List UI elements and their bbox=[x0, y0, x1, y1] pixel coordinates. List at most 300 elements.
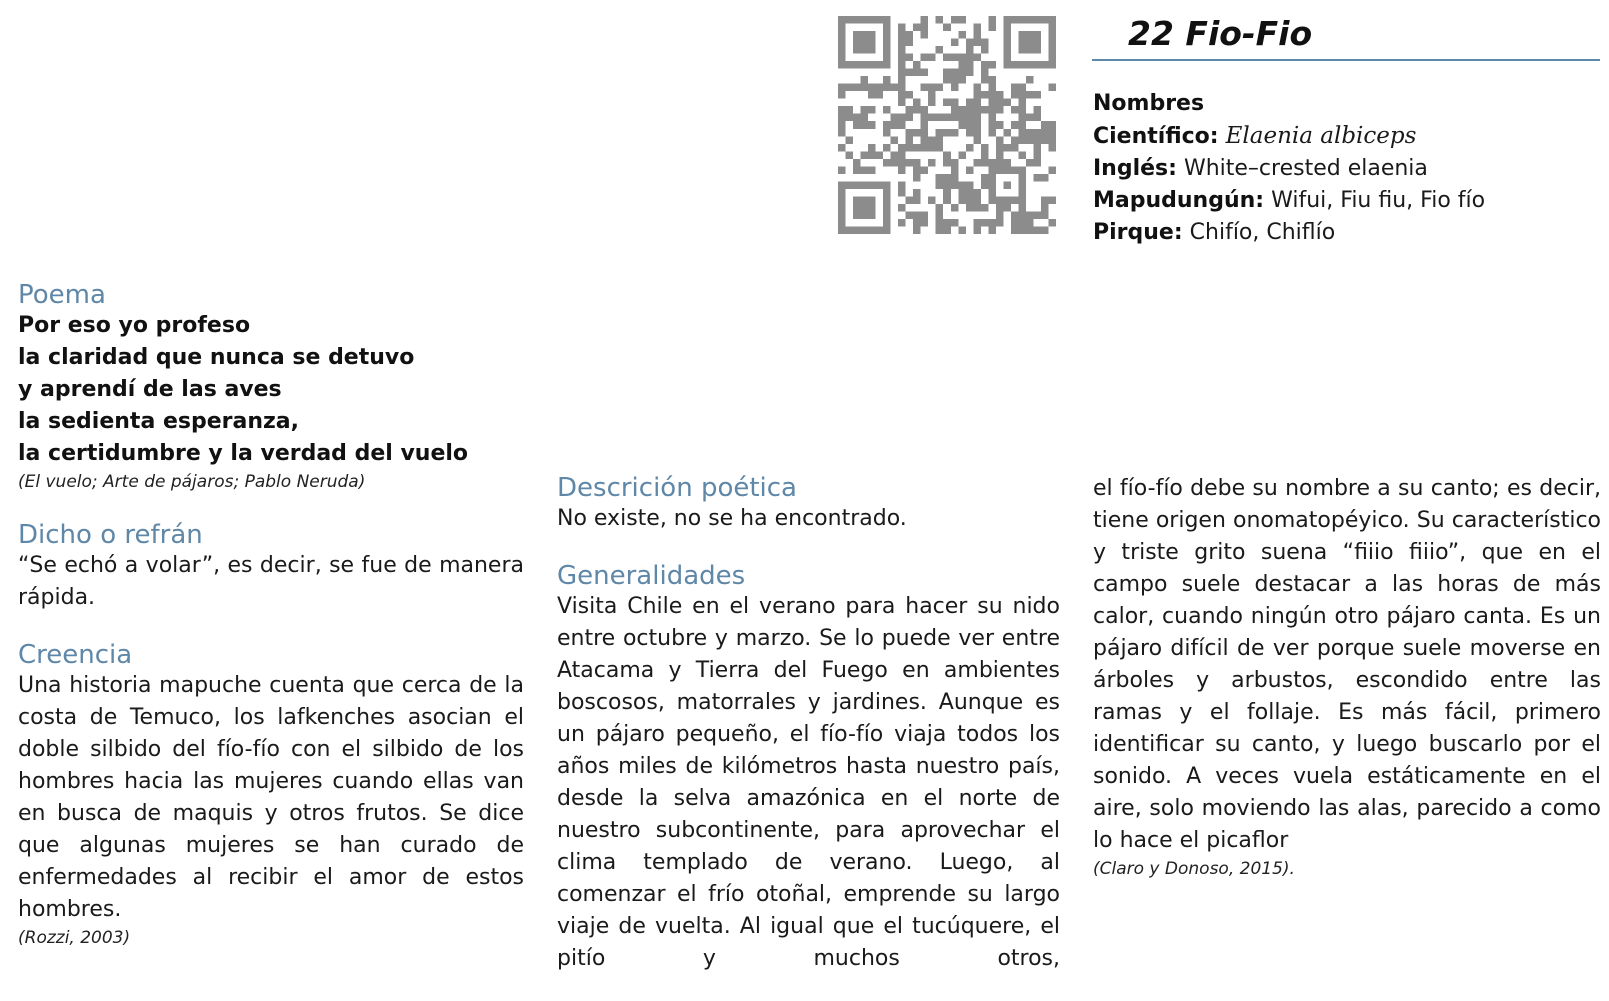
qr-module bbox=[853, 204, 861, 212]
qr-module bbox=[928, 159, 936, 167]
qr-module bbox=[891, 151, 899, 159]
qr-module bbox=[958, 69, 966, 77]
qr-module bbox=[853, 121, 861, 129]
qr-module bbox=[876, 16, 884, 24]
qr-module bbox=[966, 46, 974, 54]
qr-module bbox=[988, 61, 996, 69]
qr-module bbox=[951, 114, 959, 122]
qr-module bbox=[898, 189, 906, 197]
qr-module bbox=[868, 211, 876, 219]
qr-module bbox=[891, 121, 899, 129]
qr-module bbox=[951, 84, 959, 92]
qr-module bbox=[868, 151, 876, 159]
qr-module bbox=[1033, 46, 1041, 54]
qr-module bbox=[981, 181, 989, 189]
belief-heading: Creencia bbox=[18, 640, 133, 670]
qr-module bbox=[883, 121, 891, 129]
qr-module bbox=[973, 204, 981, 212]
qr-module bbox=[838, 61, 846, 69]
qr-module bbox=[906, 114, 914, 122]
qr-module bbox=[838, 84, 846, 92]
qr-module bbox=[1026, 46, 1034, 54]
poem-heading: Poema bbox=[18, 280, 106, 310]
qr-module bbox=[913, 196, 921, 204]
qr-module bbox=[1003, 204, 1011, 212]
qr-module bbox=[936, 144, 944, 152]
qr-module bbox=[1026, 39, 1034, 47]
qr-module bbox=[981, 69, 989, 77]
saying-text: “Se echó a volar”, es decir, se fue de manera rápida. bbox=[18, 553, 524, 610]
qr-module bbox=[883, 219, 891, 227]
qr-module bbox=[958, 31, 966, 39]
qr-module bbox=[861, 166, 869, 174]
qr-module bbox=[883, 24, 891, 32]
qr-module bbox=[1033, 91, 1041, 99]
qr-module bbox=[876, 226, 884, 234]
qr-module bbox=[973, 106, 981, 114]
qr-module bbox=[1048, 144, 1056, 152]
qr-module bbox=[1048, 24, 1056, 32]
qr-module bbox=[988, 166, 996, 174]
belief-section bbox=[18, 640, 524, 950]
qr-module bbox=[1048, 84, 1056, 92]
qr-module bbox=[943, 99, 951, 107]
qr-module bbox=[1041, 174, 1049, 182]
qr-module bbox=[1018, 219, 1026, 227]
qr-module bbox=[958, 121, 966, 129]
qr-module bbox=[921, 166, 929, 174]
qr-module bbox=[936, 181, 944, 189]
qr-module bbox=[883, 204, 891, 212]
qr-module bbox=[958, 114, 966, 122]
qr-module bbox=[943, 189, 951, 197]
qr-module bbox=[868, 16, 876, 24]
qr-module bbox=[838, 166, 846, 174]
qr-module bbox=[996, 166, 1004, 174]
qr-module bbox=[838, 91, 846, 99]
qr-module bbox=[1026, 159, 1034, 167]
column-middle bbox=[557, 473, 1060, 1001]
qr-module bbox=[906, 136, 914, 144]
qr-module bbox=[1048, 136, 1056, 144]
qr-module bbox=[1011, 211, 1019, 219]
qr-module bbox=[1003, 54, 1011, 62]
qr-module bbox=[846, 61, 854, 69]
qr-module bbox=[981, 204, 989, 212]
species-title: 22 Fio-Fio bbox=[1128, 14, 1313, 53]
qr-module bbox=[928, 136, 936, 144]
qr-module bbox=[996, 151, 1004, 159]
qr-module bbox=[846, 114, 854, 122]
qr-module bbox=[898, 91, 906, 99]
qr-module bbox=[1011, 219, 1019, 227]
poem-line: y aprendí de las aves bbox=[18, 377, 282, 402]
qr-module bbox=[883, 46, 891, 54]
poem-line: la claridad que nunca se detuvo bbox=[18, 345, 415, 370]
qr-module bbox=[966, 189, 974, 197]
qr-module bbox=[883, 16, 891, 24]
qr-module bbox=[966, 69, 974, 77]
qr-module bbox=[921, 69, 929, 77]
qr-module bbox=[1018, 39, 1026, 47]
qr-module bbox=[1041, 136, 1049, 144]
qr-module bbox=[1048, 39, 1056, 47]
qr-module bbox=[966, 166, 974, 174]
qr-module bbox=[898, 159, 906, 167]
qr-module bbox=[906, 54, 914, 62]
qr-module bbox=[973, 219, 981, 227]
qr-module bbox=[958, 196, 966, 204]
qr-module bbox=[868, 106, 876, 114]
qr-module bbox=[981, 61, 989, 69]
qr-module bbox=[1018, 16, 1026, 24]
qr-module bbox=[883, 61, 891, 69]
qr-module bbox=[1033, 151, 1041, 159]
qr-module bbox=[966, 61, 974, 69]
qr-module bbox=[861, 61, 869, 69]
qr-module bbox=[898, 166, 906, 174]
description-text: No existe, no se ha encontrado. bbox=[557, 506, 907, 531]
qr-module bbox=[958, 16, 966, 24]
qr-module bbox=[846, 181, 854, 189]
qr-module bbox=[891, 84, 899, 92]
qr-module bbox=[988, 16, 996, 24]
qr-module bbox=[883, 84, 891, 92]
qr-module bbox=[973, 114, 981, 122]
qr-module bbox=[966, 54, 974, 62]
qr-module bbox=[996, 219, 1004, 227]
qr-module bbox=[981, 39, 989, 47]
qr-module bbox=[1033, 114, 1041, 122]
qr-module bbox=[876, 151, 884, 159]
qr-module bbox=[988, 159, 996, 167]
english-label: Inglés: bbox=[1093, 156, 1177, 181]
scientific-name: Elaenia albiceps bbox=[1225, 123, 1417, 149]
qr-module bbox=[1033, 226, 1041, 234]
qr-module bbox=[853, 226, 861, 234]
qr-module bbox=[988, 129, 996, 137]
qr-module bbox=[1033, 174, 1041, 182]
qr-module bbox=[1041, 226, 1049, 234]
qr-module bbox=[898, 76, 906, 84]
qr-module bbox=[936, 226, 944, 234]
qr-module bbox=[1041, 129, 1049, 137]
qr-module bbox=[928, 114, 936, 122]
qr-module bbox=[861, 211, 869, 219]
qr-module bbox=[1011, 84, 1019, 92]
qr-module bbox=[853, 46, 861, 54]
qr-module bbox=[883, 211, 891, 219]
qr-module bbox=[906, 31, 914, 39]
qr-module bbox=[1011, 16, 1019, 24]
qr-module bbox=[973, 84, 981, 92]
qr-module bbox=[838, 204, 846, 212]
qr-module bbox=[1018, 189, 1026, 197]
qr-module bbox=[1048, 16, 1056, 24]
qr-module bbox=[838, 144, 846, 152]
qr-module bbox=[1003, 46, 1011, 54]
qr-module bbox=[966, 204, 974, 212]
qr-module bbox=[891, 136, 899, 144]
qr-module bbox=[1026, 114, 1034, 122]
qr-module bbox=[1003, 99, 1011, 107]
qr-module bbox=[838, 24, 846, 32]
qr-module bbox=[1003, 181, 1011, 189]
qr-module bbox=[868, 84, 876, 92]
qr-module bbox=[973, 189, 981, 197]
qr-module bbox=[853, 31, 861, 39]
qr-module bbox=[1048, 31, 1056, 39]
qr-module bbox=[936, 46, 944, 54]
qr-module bbox=[1018, 151, 1026, 159]
qr-module bbox=[838, 129, 846, 137]
qr-module bbox=[913, 106, 921, 114]
qr-module bbox=[876, 61, 884, 69]
qr-module bbox=[861, 106, 869, 114]
qr-module bbox=[1026, 226, 1034, 234]
qr-module bbox=[1018, 136, 1026, 144]
qr-module bbox=[913, 61, 921, 69]
qr-module bbox=[943, 69, 951, 77]
qr-module bbox=[883, 129, 891, 137]
qr-module bbox=[988, 24, 996, 32]
qr-module bbox=[958, 189, 966, 197]
qr-module bbox=[883, 76, 891, 84]
qr-module bbox=[861, 84, 869, 92]
qr-module bbox=[1003, 196, 1011, 204]
qr-module bbox=[868, 39, 876, 47]
qr-module bbox=[846, 16, 854, 24]
saying-heading: Dicho o refrán bbox=[18, 520, 203, 550]
qr-module bbox=[1018, 166, 1026, 174]
qr-module bbox=[898, 46, 906, 54]
qr-module bbox=[973, 91, 981, 99]
qr-module bbox=[988, 84, 996, 92]
qr-module bbox=[838, 219, 846, 227]
qr-module bbox=[943, 219, 951, 227]
qr-module bbox=[838, 114, 846, 122]
qr-module bbox=[906, 129, 914, 137]
qr-module bbox=[1048, 54, 1056, 62]
qr-module bbox=[1003, 159, 1011, 167]
qr-module bbox=[1011, 121, 1019, 129]
column-left bbox=[18, 280, 524, 976]
qr-module bbox=[988, 121, 996, 129]
qr-module bbox=[913, 144, 921, 152]
qr-module bbox=[988, 196, 996, 204]
qr-module bbox=[906, 159, 914, 167]
qr-module bbox=[1026, 129, 1034, 137]
qr-module bbox=[958, 106, 966, 114]
qr-module bbox=[883, 31, 891, 39]
qr-module bbox=[936, 84, 944, 92]
qr-module bbox=[1018, 114, 1026, 122]
qr-module bbox=[1026, 76, 1034, 84]
qr-module bbox=[936, 136, 944, 144]
qr-module bbox=[913, 174, 921, 182]
qr-module bbox=[921, 219, 929, 227]
qr-module bbox=[973, 24, 981, 32]
general-heading: Generalidades bbox=[557, 561, 746, 591]
qr-module bbox=[921, 54, 929, 62]
qr-module bbox=[1011, 226, 1019, 234]
qr-module bbox=[921, 106, 929, 114]
qr-module bbox=[943, 114, 951, 122]
qr-module bbox=[988, 226, 996, 234]
qr-module bbox=[973, 39, 981, 47]
qr-module bbox=[913, 189, 921, 197]
qr-module bbox=[996, 196, 1004, 204]
qr-module bbox=[921, 84, 929, 92]
qr-module bbox=[951, 106, 959, 114]
qr-module bbox=[1033, 106, 1041, 114]
qr-module bbox=[973, 226, 981, 234]
qr-module bbox=[898, 181, 906, 189]
qr-module bbox=[1033, 31, 1041, 39]
qr-module bbox=[996, 106, 1004, 114]
qr-module bbox=[973, 121, 981, 129]
qr-module bbox=[921, 136, 929, 144]
qr-module bbox=[951, 204, 959, 212]
qr-module bbox=[981, 91, 989, 99]
qr-module bbox=[853, 39, 861, 47]
qr-module bbox=[951, 129, 959, 137]
description-section bbox=[557, 473, 1060, 535]
qr-module bbox=[906, 144, 914, 152]
qr-module bbox=[838, 181, 846, 189]
qr-module bbox=[868, 166, 876, 174]
qr-module bbox=[876, 91, 884, 99]
qr-module bbox=[1018, 211, 1026, 219]
qr-module bbox=[913, 166, 921, 174]
qr-module bbox=[1011, 91, 1019, 99]
qr-module bbox=[1018, 91, 1026, 99]
qr-module bbox=[973, 99, 981, 107]
scientific-label: Científico: bbox=[1093, 124, 1219, 149]
pirque-label: Pirque: bbox=[1093, 220, 1183, 245]
qr-module bbox=[861, 151, 869, 159]
qr-module bbox=[1026, 16, 1034, 24]
qr-module bbox=[1018, 196, 1026, 204]
qr-module bbox=[868, 31, 876, 39]
qr-module bbox=[988, 174, 996, 182]
qr-module bbox=[898, 84, 906, 92]
qr-module bbox=[988, 189, 996, 197]
qr-module bbox=[973, 129, 981, 137]
qr-module bbox=[928, 99, 936, 107]
qr-module bbox=[921, 144, 929, 152]
qr-module bbox=[966, 181, 974, 189]
qr-module bbox=[861, 46, 869, 54]
qr-module bbox=[861, 39, 869, 47]
qr-module bbox=[928, 91, 936, 99]
qr-module bbox=[1041, 204, 1049, 212]
qr-module bbox=[1018, 106, 1026, 114]
qr-module bbox=[981, 151, 989, 159]
qr-module bbox=[906, 39, 914, 47]
qr-module bbox=[966, 39, 974, 47]
qr-module bbox=[1033, 129, 1041, 137]
qr-module bbox=[906, 91, 914, 99]
qr-module bbox=[966, 114, 974, 122]
qr-module bbox=[1033, 144, 1041, 152]
qr-module bbox=[943, 181, 951, 189]
description-heading: Descrición poética bbox=[557, 473, 797, 503]
qr-module bbox=[1048, 196, 1056, 204]
qr-module bbox=[1018, 31, 1026, 39]
qr-module bbox=[913, 69, 921, 77]
qr-module bbox=[988, 219, 996, 227]
qr-module bbox=[1041, 16, 1049, 24]
qr-module bbox=[951, 166, 959, 174]
qr-module bbox=[921, 129, 929, 137]
qr-module bbox=[988, 106, 996, 114]
qr-module bbox=[1048, 61, 1056, 69]
qr-module bbox=[1033, 159, 1041, 167]
qr-module bbox=[898, 69, 906, 77]
qr-module bbox=[1003, 61, 1011, 69]
qr-module bbox=[1011, 144, 1019, 152]
qr-module bbox=[861, 16, 869, 24]
qr-module bbox=[883, 54, 891, 62]
qr-module bbox=[838, 196, 846, 204]
qr-module bbox=[1011, 196, 1019, 204]
qr-module bbox=[921, 211, 929, 219]
qr-module bbox=[1041, 121, 1049, 129]
qr-module bbox=[958, 54, 966, 62]
qr-module bbox=[921, 114, 929, 122]
qr-module bbox=[898, 151, 906, 159]
qr-module bbox=[846, 106, 854, 114]
qr-module bbox=[883, 226, 891, 234]
qr-module bbox=[973, 31, 981, 39]
qr-module bbox=[883, 181, 891, 189]
qr-module bbox=[868, 181, 876, 189]
qr-module bbox=[876, 181, 884, 189]
qr-module bbox=[943, 24, 951, 32]
qr-module bbox=[936, 174, 944, 182]
qr-module bbox=[1018, 84, 1026, 92]
poem-line: la certidumbre y la verdad del vuelo bbox=[18, 441, 469, 466]
qr-module bbox=[898, 24, 906, 32]
qr-module bbox=[883, 144, 891, 152]
qr-module bbox=[898, 99, 906, 107]
qr-module bbox=[861, 181, 869, 189]
qr-module bbox=[1033, 39, 1041, 47]
qr-module bbox=[988, 91, 996, 99]
qr-module bbox=[898, 219, 906, 227]
qr-module bbox=[973, 159, 981, 167]
qr-module bbox=[936, 204, 944, 212]
qr-module bbox=[1041, 196, 1049, 204]
qr-module bbox=[958, 226, 966, 234]
names-block bbox=[1093, 88, 1485, 249]
qr-module bbox=[868, 226, 876, 234]
qr-module bbox=[921, 16, 929, 24]
qr-module bbox=[1033, 211, 1041, 219]
qr-module bbox=[861, 226, 869, 234]
qr-module bbox=[981, 106, 989, 114]
qr-module bbox=[966, 196, 974, 204]
qr-module bbox=[853, 166, 861, 174]
mapudungun-name: Wifui, Fiu fiu, Fio fío bbox=[1271, 188, 1486, 213]
qr-module bbox=[861, 196, 869, 204]
qr-module bbox=[861, 31, 869, 39]
qr-module bbox=[921, 31, 929, 39]
qr-module bbox=[898, 114, 906, 122]
qr-module bbox=[898, 144, 906, 152]
qr-module bbox=[951, 181, 959, 189]
